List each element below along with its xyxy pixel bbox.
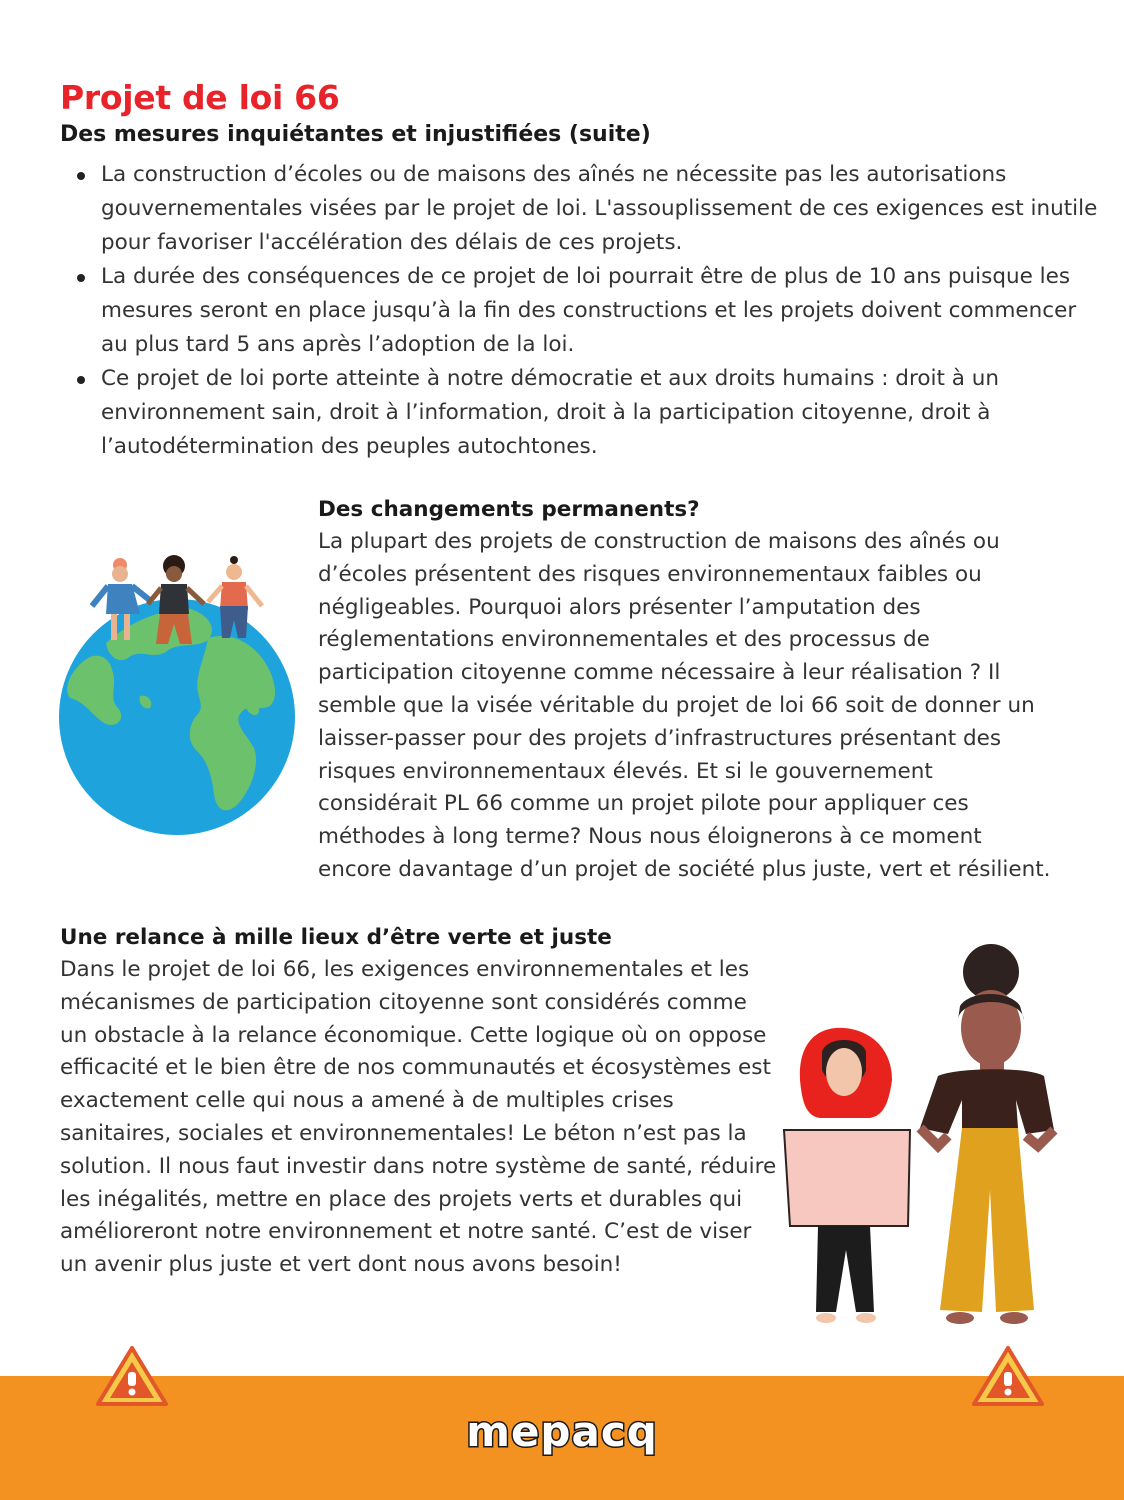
- women-illustration: [770, 940, 1070, 1330]
- section-heading: Des changements permanents?: [318, 497, 700, 522]
- list-item: La construction d’écoles ou de maisons des aînés ne nécessite pas les autorisations gouvernementales visées par le projet de loi. L'assouplissement de ces exigences est inutile pour favoriser l'accélération des délais de ces projets.: [101, 158, 1101, 260]
- section-changements: [318, 494, 1058, 887]
- globe-people-illustration: [48, 548, 310, 840]
- warning-icon: [96, 1344, 168, 1408]
- page-subtitle: Des mesures inquiétantes et injustifiées (suite): [60, 122, 651, 147]
- mepacq-logo: [450, 1404, 674, 1460]
- section-body: La plupart des projets de construction de maisons des aînés ou d’écoles présentent des risques environnementaux faibles ou négligeables. Pourquoi alors présenter l’amputation des réglementations environnementales et des processus de participation citoyenne comme nécessaire à leur réalisation ? Il semble que la visée véritable du projet de loi 66 soit de donner un laisser-passer pour des projets d’infrastructures présentant des risques environnementaux élevés. Et si le gouvernement considérait PL 66 comme un projet pilote pour appliquer ces méthodes à long terme? Nous nous éloignerons à ce moment encore davantage d’un projet de société plus juste, vert et résilient.: [318, 529, 1051, 882]
- section-body: Dans le projet de loi 66, les exigences environnementales et les mécanismes de participation citoyenne sont considérés comme un obstacle à la relance économique. Cette logique où on oppose efficacité et le bien être de nos communautés et écosystèmes est exactement celle qui nous a amené à de multiples crises sanitaires, sociales et environnementales! Le béton n’est pas la solution. Il nous faut investir dans notre système de santé, réduire les inégalités, mettre en place des projets verts et durables qui amélioreront notre environnement et notre santé. C’est de viser un avenir plus juste et vert dont nous avons besoin!: [60, 957, 777, 1278]
- list-item: La durée des conséquences de ce projet de loi pourrait être de plus de 10 ans puisque les mesures seront en place jusqu’à la fin des constructions et les projets doivent commencer au plus tard 5 ans après l’adoption de la loi.: [101, 260, 1101, 362]
- page-title: Projet de loi 66: [60, 78, 340, 117]
- warning-icon: [972, 1344, 1044, 1408]
- svg-text:mepacq: mepacq: [466, 1407, 658, 1456]
- bullet-list: [60, 158, 1101, 464]
- list-item: Ce projet de loi porte atteinte à notre démocratie et aux droits humains : droit à un environnement sain, droit à l’information, droit à la participation citoyenne, droit à l’autodétermination des peuples autochtones.: [101, 362, 1101, 464]
- section-relance: [60, 922, 780, 1282]
- section-heading: Une relance à mille lieux d’être verte et juste: [60, 925, 612, 950]
